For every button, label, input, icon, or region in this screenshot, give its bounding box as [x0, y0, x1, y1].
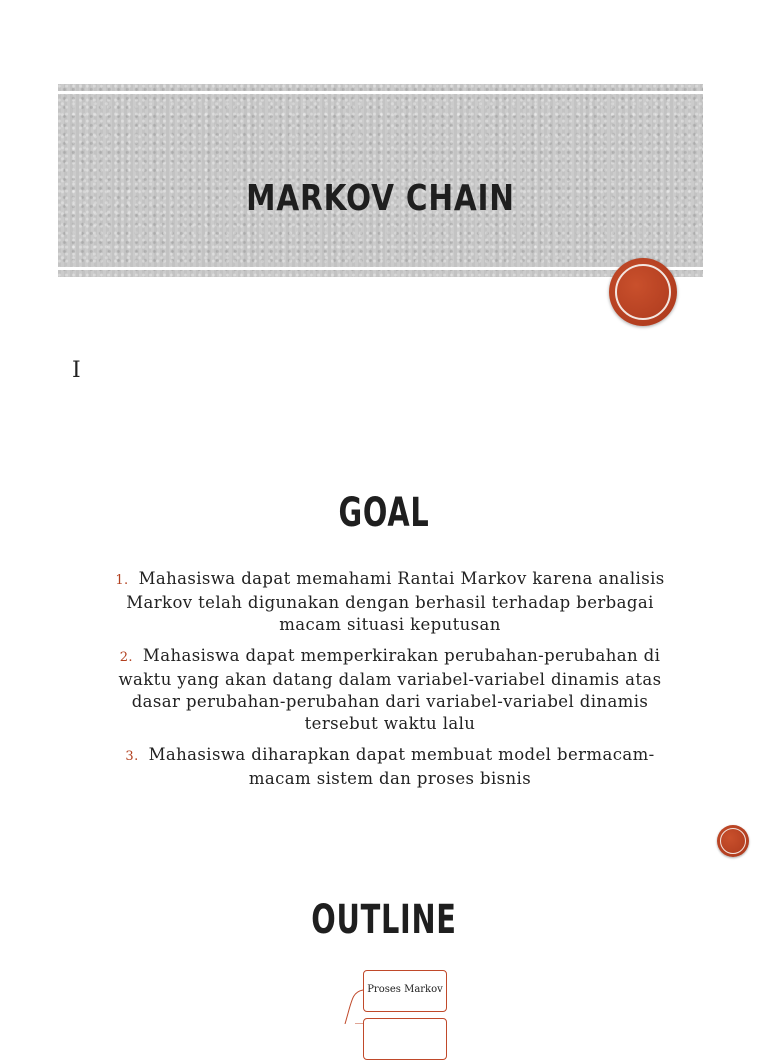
- goal-number: 3.: [125, 749, 139, 764]
- outline-node-proses-markov: [363, 970, 447, 1012]
- outline-heading: OUTLINE: [311, 897, 457, 943]
- goal-text: Mahasiswa dapat memahami Rantai Markov karena analisis Markov telah digunakan dengan berhasil terhadap berbagai macam situasi keputusan: [126, 569, 665, 634]
- goal-heading: GOAL: [338, 490, 430, 536]
- goal-number: 1.: [115, 573, 129, 588]
- goal-text: Mahasiswa diharapkan dapat membuat model bermacam-macam sistem dan proses bisnis: [148, 745, 655, 788]
- goal-text: Mahasiswa dapat memperkirakan perubahan-perubahan di waktu yang akan datang dalam variabel-variabel dinamis atas dasar perubahan-perubahan dari variabel-variabel dinamis tersebut waktu lalu: [118, 646, 662, 733]
- slide-title: MARKOV CHAIN: [246, 178, 515, 219]
- outline-node: [363, 1018, 447, 1060]
- goal-number: 2.: [119, 650, 133, 665]
- outline-node-label: Proses Markov: [367, 984, 443, 995]
- text-cursor: I: [72, 358, 81, 383]
